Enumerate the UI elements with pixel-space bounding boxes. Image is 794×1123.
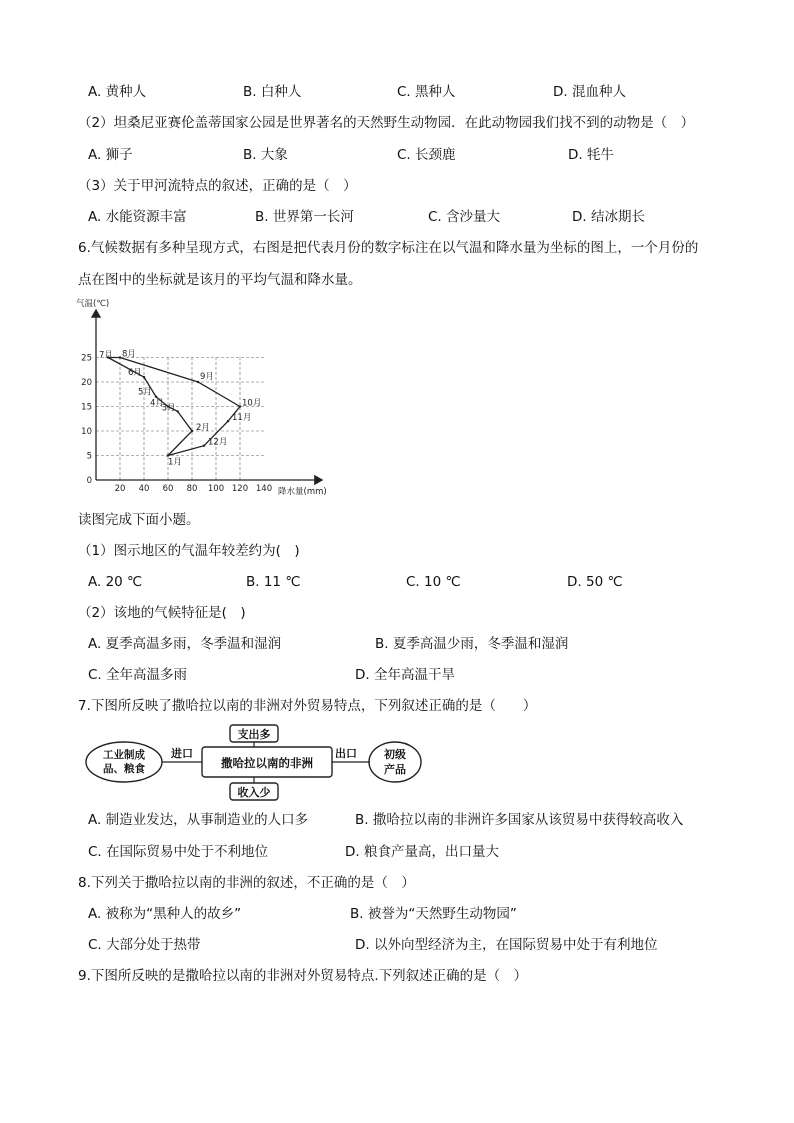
y-tick-label: 0	[86, 476, 92, 486]
data-point	[197, 381, 199, 383]
q6-stem-line1: 6.气候数据有多种呈现方式，右图是把代表月份的数字标注在以气温和降水量为坐标的图上，一个月份的	[78, 240, 699, 256]
x-tick-label: 60	[162, 484, 174, 494]
trade-left-node	[86, 742, 162, 782]
q5-option-d: D. 混血种人	[553, 84, 626, 100]
trade-left-node-line2: 品、粮食	[103, 763, 145, 775]
q6-sub1-option-c: C. 10 ℃	[406, 574, 461, 590]
q7-option-a: A. 制造业发达，从事制造业的人口多	[88, 812, 309, 828]
trade-right-node-line1: 初级	[384, 748, 406, 761]
climate-chart	[72, 296, 342, 498]
x-tick-label: 20	[114, 484, 126, 494]
q5-sub2-option-b: B. 大象	[243, 147, 288, 163]
x-tick-label: 80	[186, 484, 198, 494]
q5-sub2-option-c: C. 长颈鹿	[397, 147, 456, 163]
q6-sub1-option-a: A. 20 ℃	[88, 574, 143, 590]
trade-right-node-line2: 产品	[384, 763, 406, 776]
q6-sub1-option-b: B. 11 ℃	[246, 574, 301, 590]
point-label: 8月	[122, 349, 136, 360]
q5-option-a: A. 黄种人	[88, 84, 147, 100]
q8-option-a: A. 被称为“黑种人的故乡”	[88, 906, 242, 922]
q6-sub2-option-d: D. 全年高温干旱	[355, 667, 455, 683]
q8-stem: 8.下列关于撒哈拉以南的非洲的叙述，不正确的是（ ）	[78, 875, 415, 891]
y-tick-label: 15	[81, 402, 92, 413]
trade-top-node-label: 支出多	[237, 728, 271, 741]
trade-bottom-node-label: 收入少	[237, 786, 271, 799]
trade-center-node-label: 撒哈拉以南的非洲	[221, 756, 313, 770]
q5-sub3-option-b: B. 世界第一长河	[255, 209, 354, 225]
trade-export-label: 出口	[335, 747, 357, 760]
y-tick-label: 20	[81, 378, 92, 388]
x-tick-label: 100	[207, 484, 225, 494]
q6-sub2-option-b: B. 夏季高温少雨，冬季温和湿润	[375, 636, 569, 652]
point-label: 5月	[138, 387, 152, 398]
q7-stem: 7.下图所反映了撒哈拉以南的非洲对外贸易特点，下列叙述正确的是（ ）	[78, 698, 537, 714]
q8-option-d: D. 以外向型经济为主，在国际贸易中处于有利地位	[355, 937, 658, 953]
q5-option-c: C. 黑种人	[397, 84, 456, 100]
chart-xlabel: 降水量(mm)	[278, 487, 327, 497]
point-label: 2月	[196, 423, 210, 433]
q5-sub2-option-d: D. 牦牛	[568, 147, 614, 163]
q6-sub1-stem: （1）图示地区的气温年较差约为( )	[78, 543, 300, 559]
q7-option-d: D. 粮食产量高，出口量大	[345, 844, 499, 860]
q7-option-c: C. 在国际贸易中处于不利地位	[88, 844, 269, 860]
point-label: 10月	[242, 398, 262, 409]
x-tick-label: 40	[138, 484, 150, 494]
data-point	[227, 420, 229, 422]
x-tick-label: 120	[231, 484, 249, 494]
q6-sub2-stem: （2）该地的气候特征是( )	[78, 605, 246, 621]
data-point	[143, 376, 145, 378]
q7-option-b: B. 撒哈拉以南的非洲许多国家从该贸易中获得较高收入	[355, 812, 684, 828]
point-label: 11月	[232, 413, 252, 424]
point-label: 7月	[99, 350, 113, 361]
q6-stem-line2: 点在图中的坐标就是该月的平均气温和降水量。	[78, 272, 362, 288]
y-tick-label: 25	[81, 353, 92, 364]
data-point	[176, 410, 178, 412]
point-label: 12月	[208, 437, 228, 448]
data-point	[191, 430, 193, 432]
data-point	[119, 356, 121, 358]
data-point	[167, 454, 169, 456]
q5-sub3-option-c: C. 含沙量大	[428, 209, 501, 225]
point-label: 6月	[128, 368, 142, 379]
chart-ticks	[81, 354, 272, 495]
y-tick-label: 10	[81, 427, 92, 437]
point-label: 4月	[150, 398, 164, 409]
q9-stem: 9.下图所反映的是撒哈拉以南的非洲对外贸易特点.下列叙述正确的是（ ）	[78, 968, 528, 984]
q5-sub3-stem: （3）关于甲河流特点的叙述，正确的是（ ）	[78, 178, 357, 194]
q5-sub2-stem: （2）坦桑尼亚赛伦盖蒂国家公园是世界著名的天然野生动物园．在此动物园我们找不到的动物是（ ）	[78, 115, 695, 131]
point-label: 1月	[168, 457, 182, 468]
point-label: 3月	[161, 403, 176, 414]
q6-sub1-option-d: D. 50 ℃	[567, 574, 623, 590]
trade-import-label: 进口	[171, 747, 193, 760]
trade-left-node-line1: 工业制成	[103, 749, 145, 761]
x-tick-label: 140	[255, 484, 273, 494]
trade-diagram	[84, 722, 429, 802]
q6-sub2-option-a: A. 夏季高温多雨，冬季温和湿润	[88, 636, 282, 652]
point-label: 9月	[200, 372, 214, 382]
chart-labels	[99, 350, 261, 468]
q8-option-c: C. 大部分处于热带	[88, 937, 201, 953]
y-tick-label: 5	[86, 451, 92, 462]
q5-sub3-option-d: D. 结冰期长	[572, 209, 645, 225]
q6-read-prompt: 读图完成下面小题。	[78, 512, 200, 528]
data-point	[239, 405, 241, 407]
q5-sub2-option-a: A. 狮子	[88, 147, 133, 163]
q8-option-b: B. 被誉为“天然野生动物园”	[350, 906, 517, 922]
q5-sub3-option-a: A. 水能资源丰富	[88, 209, 187, 225]
chart-ylabel: 气温(℃)	[76, 299, 110, 309]
chart-axes	[96, 310, 322, 480]
q5-option-b: B. 白种人	[243, 84, 302, 100]
data-point	[203, 445, 205, 447]
q6-sub2-option-c: C. 全年高温多雨	[88, 667, 188, 683]
